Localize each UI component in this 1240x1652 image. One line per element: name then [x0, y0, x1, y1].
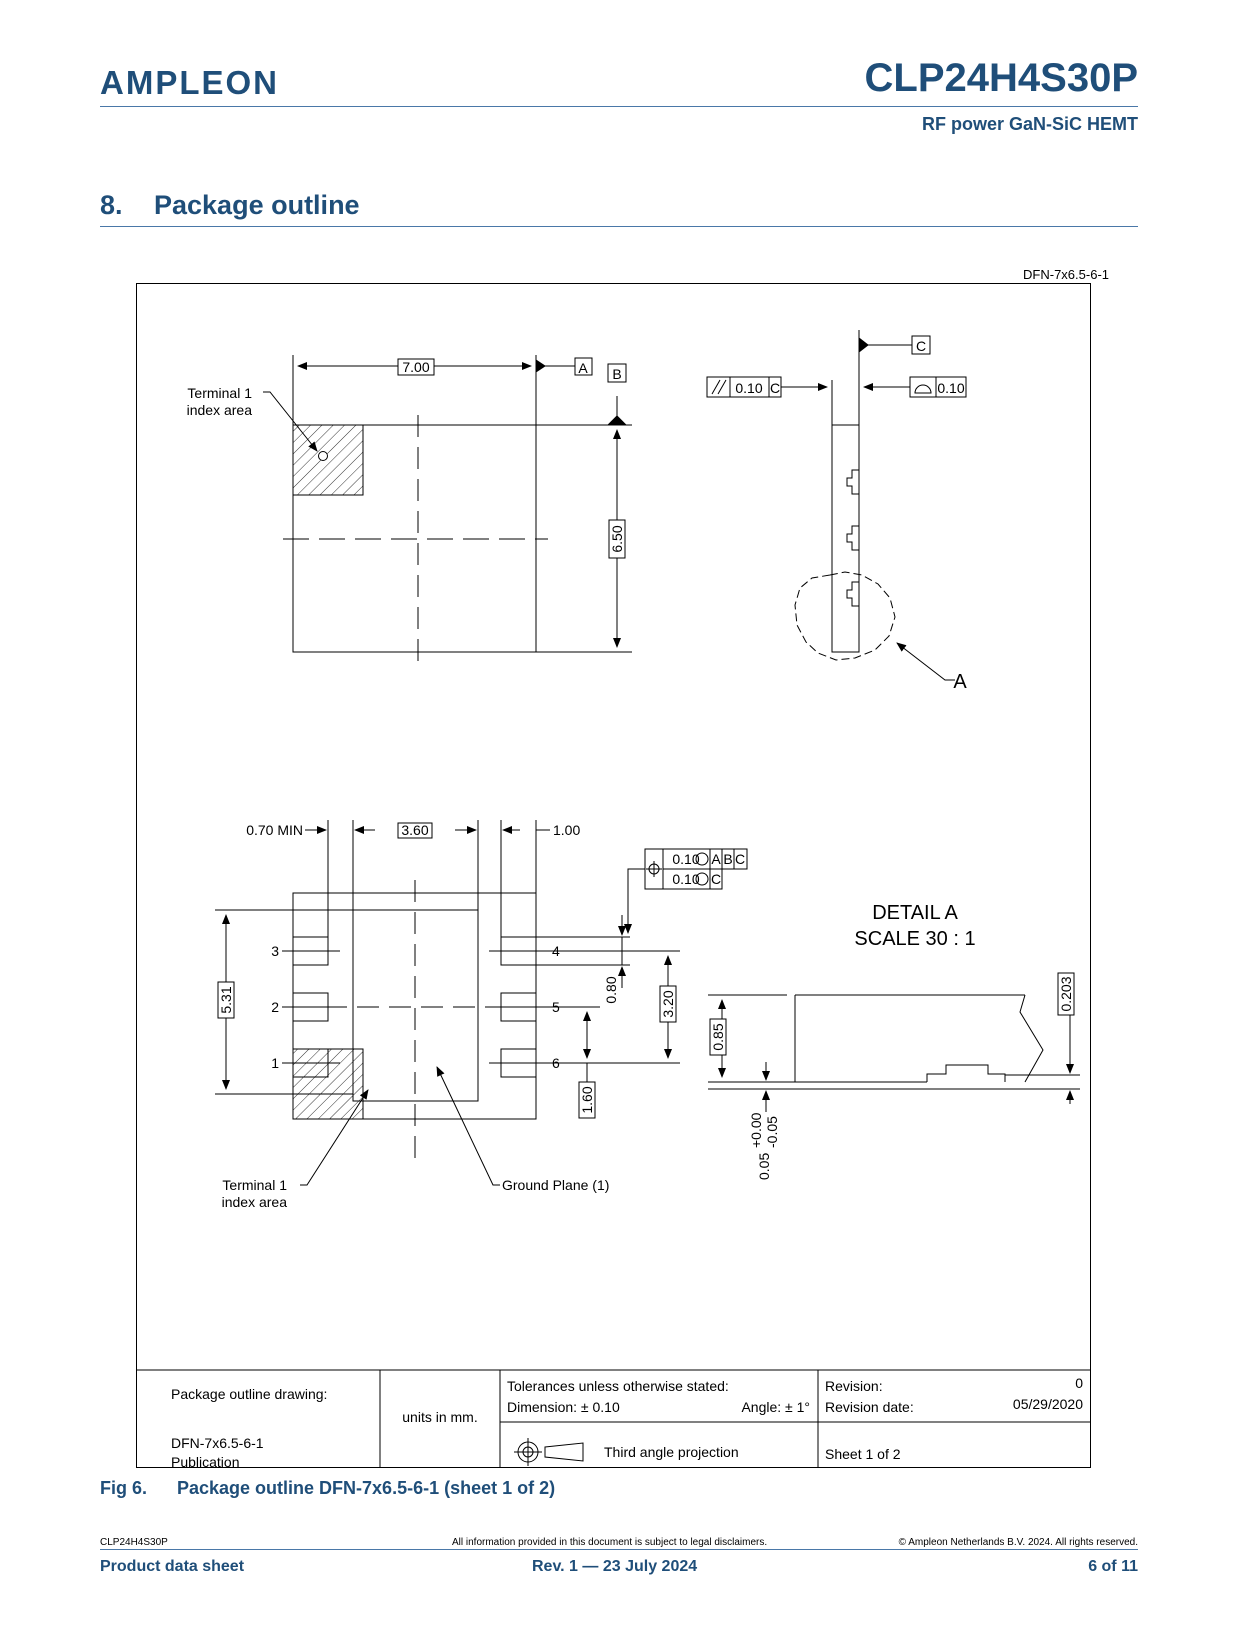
side-view-body [832, 425, 859, 652]
tb-units: units in mm. [402, 1409, 478, 1425]
figure-label: Fig 6. [100, 1478, 148, 1498]
section-number: 8. [100, 190, 123, 220]
datum-a-triangle [536, 360, 545, 372]
datum-b-label: B [612, 366, 622, 382]
figure-title: Package outline DFN-7x6.5-6-1 (sheet 1 of 2) [177, 1478, 556, 1498]
pos-ref-c2: C [710, 871, 722, 887]
pin-label-3: 3 [271, 943, 279, 959]
pin-label-6: 6 [552, 1055, 560, 1071]
ampleon-logo: AMPLEON [100, 64, 279, 101]
parallel-ref: C [769, 380, 781, 396]
tb-revision-value: 0 [1075, 1375, 1083, 1391]
tol-plus: +0.00 [748, 1112, 764, 1148]
dim-0-85: 0.85 [710, 1023, 726, 1051]
document-title: CLP24H4S30P [864, 56, 1138, 100]
dim-0-70-min: 0.70 MIN [246, 822, 303, 838]
tb-revision-date-label: Revision date: [825, 1399, 914, 1415]
section-title: Package outline [154, 190, 360, 220]
tb-revision-date: 05/29/2020 [1012, 1396, 1083, 1412]
datum-c-label: C [915, 338, 927, 354]
detail-title: DETAIL A [872, 902, 958, 924]
pin-label-2: 2 [271, 999, 279, 1015]
side-terminal-3 [847, 582, 859, 606]
parallel-tol: 0.10 [735, 380, 763, 396]
tb-sheet: Sheet 1 of 2 [825, 1446, 901, 1462]
detail-a-view [708, 995, 1080, 1112]
bottom-index-label-1: Terminal 1 [222, 1177, 287, 1193]
detail-ref-label: A [953, 671, 967, 693]
top-view [263, 355, 632, 665]
pos-ref-a: A [711, 851, 721, 867]
detail-scale: SCALE 30 : 1 [854, 928, 976, 950]
dim-1-60: 1.60 [579, 1086, 595, 1114]
footer-revision: Rev. 1 — 23 July 2024 [532, 1558, 698, 1575]
pos-ref-c: C [734, 851, 746, 867]
tb-outline-label: Package outline drawing: [171, 1386, 328, 1402]
tb-code: DFN-7x6.5-6-1 [171, 1435, 264, 1451]
bottom-index-label-2: index area [221, 1194, 287, 1210]
tb-dimension: Dimension: ± 0.10 [507, 1399, 620, 1415]
footer-copyright: © Ampleon Netherlands B.V. 2024. All rights reserved. [898, 1537, 1138, 1548]
pin-label-5: 5 [552, 999, 560, 1015]
side-terminal-1 [847, 470, 859, 494]
dim-0-05: 0.05 [756, 1152, 772, 1180]
profile-tol: 0.10 [937, 380, 965, 396]
dim-0-80: 0.80 [603, 976, 619, 1004]
tb-publication: Publication [171, 1454, 240, 1470]
dim-5-31: 5.31 [218, 986, 234, 1014]
pos-tol-2: 0.10 [672, 871, 700, 887]
pos-ref-b: B [723, 851, 733, 867]
tb-angle: Angle: ± 1° [741, 1399, 810, 1415]
tol-minus: -0.05 [764, 1116, 780, 1148]
tb-projection: Third angle projection [604, 1444, 739, 1460]
tb-revision-label: Revision: [825, 1378, 883, 1394]
drawing-code: DFN-7x6.5-6-1 [1023, 267, 1109, 282]
footer-disclaimer: All information provided in this document is subject to legal disclaimers. [452, 1537, 768, 1548]
footer-page: 6 of 11 [1088, 1558, 1138, 1575]
dim-3-60: 3.60 [401, 822, 429, 838]
top-index-label-2: index area [186, 402, 252, 418]
dim-3-20: 3.20 [660, 990, 676, 1018]
pos-tol-1: 0.10 [672, 851, 700, 867]
top-index-area [293, 425, 363, 495]
detail-a-circle [795, 572, 895, 660]
dim-0-203: 0.203 [1058, 976, 1074, 1012]
footer-doc-id: CLP24H4S30P [100, 1537, 168, 1548]
dim-1-00: 1.00 [553, 822, 581, 838]
tb-tolerances: Tolerances unless otherwise stated: [507, 1378, 729, 1394]
dim-6-50: 6.50 [609, 525, 625, 553]
datum-a-label: A [578, 360, 588, 376]
side-terminal-2 [847, 526, 859, 550]
pin-label-1: 1 [271, 1055, 279, 1071]
datum-b-triangle [608, 416, 626, 425]
top-index-label-1: Terminal 1 [187, 385, 252, 401]
pin1-dot [319, 452, 328, 461]
document-subtitle: RF power GaN-SiC HEMT [921, 114, 1138, 134]
footer-rule [100, 1549, 1138, 1550]
ground-plane-label: Ground Plane (1) [502, 1177, 610, 1193]
footer-doc-type: Product data sheet [100, 1558, 245, 1575]
pin-label-4: 4 [552, 943, 560, 959]
dim-7-00: 7.00 [402, 359, 430, 375]
